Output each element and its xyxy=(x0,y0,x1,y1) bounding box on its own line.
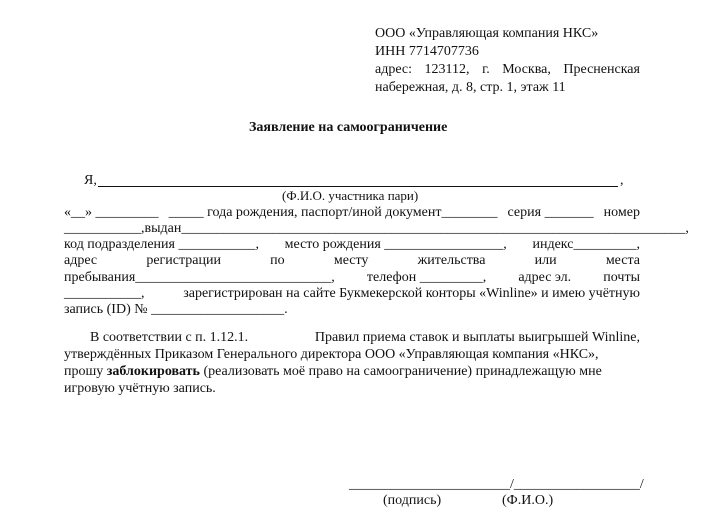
addr-word: адрес: xyxy=(375,62,413,77)
form-segment: код подразделения ___________, xyxy=(64,237,259,252)
addr-word: Москва, xyxy=(502,62,551,77)
form-segment: индекс_________, xyxy=(532,237,640,252)
form-line1-start: Я, xyxy=(84,173,97,188)
form-word: регистрации xyxy=(146,253,221,268)
body-bold-word: заблокировать xyxy=(106,364,200,379)
form-segment: ___________, xyxy=(64,286,145,301)
name-caption: (Ф.И.О.) xyxy=(502,493,554,508)
form-word: по xyxy=(270,253,285,268)
form-segment: адрес эл. xyxy=(518,270,572,285)
form-segment: пребывания____________________________, xyxy=(64,270,335,285)
addressee-address-line1 xyxy=(375,60,640,79)
form-segment: серия _______ xyxy=(507,205,594,220)
form-word: жительства xyxy=(417,253,486,268)
body-segment: Правил приема ставок и выплаты выигрышей Winline, xyxy=(314,330,640,345)
addr-word: Пресненская xyxy=(563,62,640,77)
form-line1-end: , xyxy=(620,173,624,188)
form-segment: _____ года рождения, паспорт/иной документ________ xyxy=(168,205,498,220)
body-text: (реализовать моё право на самоограничение) принадлежащую мне xyxy=(199,364,602,379)
addressee-address-line2: набережная, д. 8, стр. 1, этаж 11 xyxy=(375,80,566,95)
body-line4: игровую учётную запись. xyxy=(64,381,216,396)
form-segment: место рождения _________________, xyxy=(284,237,507,252)
form-word: места xyxy=(605,253,640,268)
signature-caption: (подпись) xyxy=(383,493,442,508)
form-segment: телефон _________, xyxy=(366,270,487,285)
fio-caption: (Ф.И.О. участника пари) xyxy=(282,188,419,203)
form-segment: зарегистрирован на сайте Букмекерской конторы «Winline» и имею учётную xyxy=(183,286,640,301)
document-title: Заявление на самоограничение xyxy=(249,120,448,135)
body-text: прошу xyxy=(64,364,107,379)
form-segment: ________________________________________________________________________, xyxy=(181,221,689,236)
form-segment: почты xyxy=(603,270,640,285)
addr-word: 123112, xyxy=(424,62,470,77)
form-word: месту xyxy=(333,253,369,268)
body-segment: утверждённых Приказом Генерального директора ООО «Управляющая компания «НКС», xyxy=(64,347,599,362)
form-segment: «__» _________ xyxy=(64,205,159,220)
addressee-inn: ИНН 7714707736 xyxy=(375,44,479,59)
addr-word: г. xyxy=(482,62,490,77)
form-line8: запись (ID) № ___________________. xyxy=(64,302,288,317)
form-segment: номер xyxy=(603,205,640,220)
form-word: или xyxy=(534,253,557,268)
form-segment: ___________, xyxy=(64,221,145,236)
form-segment: выдан xyxy=(144,221,182,236)
form-word: адрес xyxy=(64,253,98,268)
body-segment: В соответствии с п. 1.12.1. xyxy=(90,330,249,345)
signature-line: _______________________/__________________/ xyxy=(349,477,644,492)
addressee-company: ООО «Управляющая компания НКС» xyxy=(375,26,599,41)
